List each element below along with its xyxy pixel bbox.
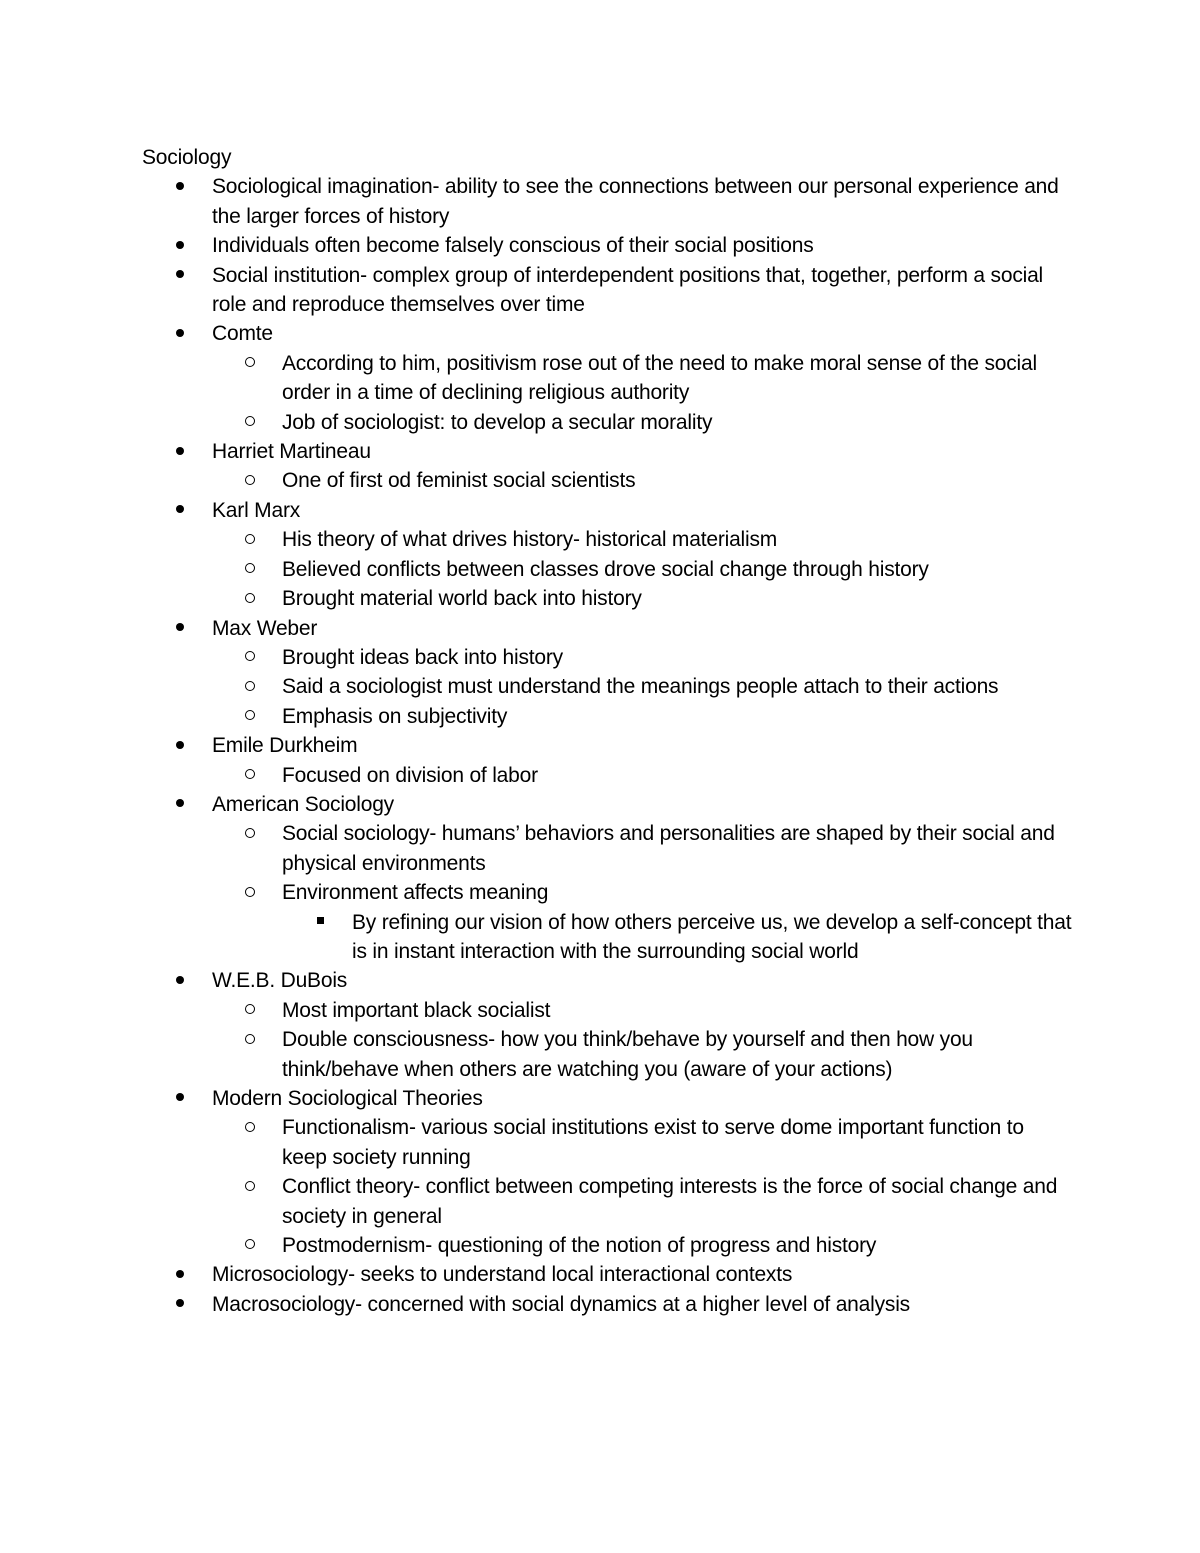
bullet-circle-icon <box>245 563 255 573</box>
outline-item-level-2 <box>212 1172 1072 1231</box>
list-marker <box>240 1113 260 1142</box>
outline-item-level-2 <box>212 1231 1072 1260</box>
outline-item-level-1 <box>142 437 1072 496</box>
outline-sublist <box>282 908 1072 967</box>
list-marker <box>170 731 190 760</box>
list-marker <box>170 437 190 466</box>
outline-item-text: Comte <box>212 322 273 346</box>
bullet-dot-icon <box>176 1299 184 1307</box>
bullet-circle-icon <box>245 1122 255 1132</box>
bullet-circle-icon <box>245 416 255 426</box>
outline-item-text: Environment affects meaning <box>282 881 549 905</box>
list-marker <box>240 408 260 437</box>
outline-item-level-1 <box>142 172 1072 231</box>
outline-sublist <box>212 643 1072 731</box>
outline-item-level-2 <box>212 584 1072 613</box>
bullet-dot-icon <box>176 505 184 513</box>
outline-item-level-1 <box>142 790 1072 966</box>
bullet-circle-icon <box>245 828 255 838</box>
outline-item-level-1 <box>142 1084 1072 1260</box>
outline-item-level-1 <box>142 231 1072 260</box>
bullet-dot-icon <box>176 270 184 278</box>
outline-sublist <box>212 1113 1072 1260</box>
outline-sublist <box>212 349 1072 437</box>
document-body <box>142 143 1072 1319</box>
list-marker <box>240 349 260 378</box>
list-marker <box>240 466 260 495</box>
bullet-circle-icon <box>245 475 255 485</box>
outline-item-level-2 <box>212 996 1072 1025</box>
outline-item-text: According to him, positivism rose out of the need to make moral sense of the social order in a time of declining religious authority <box>282 351 1037 405</box>
outline-item-text: Social institution- complex group of interdependent positions that, together, perform a social role and reproduce themselves over time <box>212 263 1044 317</box>
list-marker <box>240 1231 260 1260</box>
outline-item-level-2 <box>212 466 1072 495</box>
outline-item-text: Functionalism- various social institutions exist to serve dome important function to keep society running <box>282 1116 1024 1169</box>
bullet-dot-icon <box>176 1093 184 1101</box>
list-marker <box>170 614 190 643</box>
list-marker <box>240 525 260 554</box>
outline-item-level-2 <box>212 643 1072 672</box>
outline-item-level-2 <box>212 1025 1072 1084</box>
outline-item-text: Brought ideas back into history <box>282 645 563 669</box>
outline-item-level-1 <box>142 319 1072 437</box>
list-marker <box>240 1025 260 1054</box>
outline-item-level-1 <box>142 1290 1072 1319</box>
outline-list <box>142 172 1072 1319</box>
outline-sublist <box>212 819 1072 966</box>
outline-item-text: Emphasis on subjectivity <box>282 704 508 728</box>
outline-item-text: Sociological imagination- ability to see the connections between our personal experience and the larger forces of history <box>212 175 1059 228</box>
list-marker <box>170 261 190 290</box>
bullet-circle-icon <box>245 1034 255 1044</box>
bullet-circle-icon <box>245 887 255 897</box>
outline-item-text: By refining our vision of how others perceive us, we develop a self-concept that is in instant interaction with the surrounding social world <box>352 910 1072 963</box>
outline-item-level-1 <box>142 614 1072 732</box>
bullet-dot-icon <box>176 623 184 631</box>
list-marker <box>240 643 260 672</box>
bullet-circle-icon <box>245 1239 255 1249</box>
outline-item-level-1 <box>142 496 1072 614</box>
outline-item-text: American Sociology <box>212 792 394 816</box>
list-marker <box>170 172 190 201</box>
outline-item-text: Social sociology- humans’ behaviors and personalities are shaped by their social and physical environments <box>282 822 1055 875</box>
bullet-dot-icon <box>176 741 184 749</box>
outline-item-level-3 <box>282 908 1072 967</box>
bullet-circle-icon <box>245 357 255 367</box>
outline-item-text: Karl Marx <box>212 498 301 522</box>
list-marker <box>170 319 190 348</box>
outline-item-text: Most important black socialist <box>282 998 551 1022</box>
list-marker <box>170 231 190 260</box>
bullet-dot-icon <box>176 241 184 249</box>
outline-item-level-1 <box>142 966 1072 1084</box>
outline-item-text: Believed conflicts between classes drove social change through history <box>282 557 929 581</box>
list-marker <box>310 908 330 937</box>
list-marker <box>240 672 260 701</box>
list-marker <box>240 555 260 584</box>
bullet-circle-icon <box>245 593 255 603</box>
outline-item-text: One of first od feminist social scientists <box>282 469 636 493</box>
outline-item-level-2 <box>212 525 1072 554</box>
outline-item-text: Postmodernism- questioning of the notion of progress and history <box>282 1234 877 1258</box>
outline-item-level-1 <box>142 1260 1072 1289</box>
list-marker <box>240 819 260 848</box>
outline-item-level-2 <box>212 819 1072 878</box>
bullet-circle-icon <box>245 710 255 720</box>
outline-item-level-2 <box>212 408 1072 437</box>
outline-item-level-2 <box>212 878 1072 966</box>
outline-item-text: Modern Sociological Theories <box>212 1087 483 1110</box>
outline-item-text: Max Weber <box>212 616 318 640</box>
outline-item-level-2 <box>212 702 1072 731</box>
list-marker <box>240 996 260 1025</box>
outline-item-text: Individuals often become falsely conscious of their social positions <box>212 234 814 258</box>
list-marker <box>170 966 190 995</box>
outline-item-level-2 <box>212 761 1072 790</box>
outline-item-level-1 <box>142 261 1072 320</box>
bullet-circle-icon <box>245 681 255 691</box>
list-marker <box>240 584 260 613</box>
list-marker <box>170 1290 190 1319</box>
list-marker <box>170 496 190 525</box>
outline-sublist <box>212 761 1072 790</box>
outline-item-text: Macrosociology- concerned with social dynamics at a higher level of analysis <box>212 1292 910 1316</box>
list-marker <box>240 702 260 731</box>
outline-item-level-2 <box>212 349 1072 408</box>
list-marker <box>170 1260 190 1289</box>
outline-sublist <box>212 525 1072 613</box>
bullet-circle-icon <box>245 651 255 661</box>
list-marker <box>170 790 190 819</box>
bullet-circle-icon <box>245 1181 255 1191</box>
bullet-circle-icon <box>245 1004 255 1014</box>
bullet-dot-icon <box>176 799 184 807</box>
bullet-dot-icon <box>176 447 184 455</box>
list-marker <box>240 1172 260 1201</box>
bullet-circle-icon <box>245 769 255 779</box>
bullet-dot-icon <box>176 329 184 337</box>
outline-sublist <box>212 466 1072 495</box>
bullet-square-icon <box>317 917 324 924</box>
outline-item-text: Harriet Martineau <box>212 440 371 464</box>
list-marker <box>170 1084 190 1113</box>
outline-item-text: Emile Durkheim <box>212 734 358 758</box>
outline-sublist <box>212 996 1072 1084</box>
list-marker <box>240 878 260 907</box>
outline-item-text: Focused on division of labor <box>282 763 538 787</box>
outline-item-text: Microsociology- seeks to understand local interactional contexts <box>212 1263 793 1287</box>
outline-item-text: Job of sociologist: to develop a secular morality <box>282 410 713 434</box>
outline-item-text: Said a sociologist must understand the meanings people attach to their actions <box>282 675 999 699</box>
bullet-dot-icon <box>176 1270 184 1278</box>
bullet-circle-icon <box>245 534 255 544</box>
outline-item-level-2 <box>212 672 1072 701</box>
outline-item-level-2 <box>212 1113 1072 1172</box>
outline-item-text: His theory of what drives history- historical materialism <box>282 528 778 552</box>
outline-item-text: Brought material world back into history <box>282 587 642 611</box>
list-marker <box>240 761 260 790</box>
outline-item-text: Conflict theory- conflict between competing interests is the force of social change and society in general <box>282 1175 1058 1228</box>
outline-item-level-2 <box>212 555 1072 584</box>
outline-item-level-1 <box>142 731 1072 790</box>
document-title: Sociology <box>142 146 232 169</box>
outline-item-text: Double consciousness- how you think/behave by yourself and then how you think/behave when others are watching you (aware of your actions) <box>282 1028 973 1081</box>
bullet-dot-icon <box>176 182 184 190</box>
bullet-dot-icon <box>176 976 184 984</box>
outline-item-text: W.E.B. DuBois <box>212 969 348 993</box>
